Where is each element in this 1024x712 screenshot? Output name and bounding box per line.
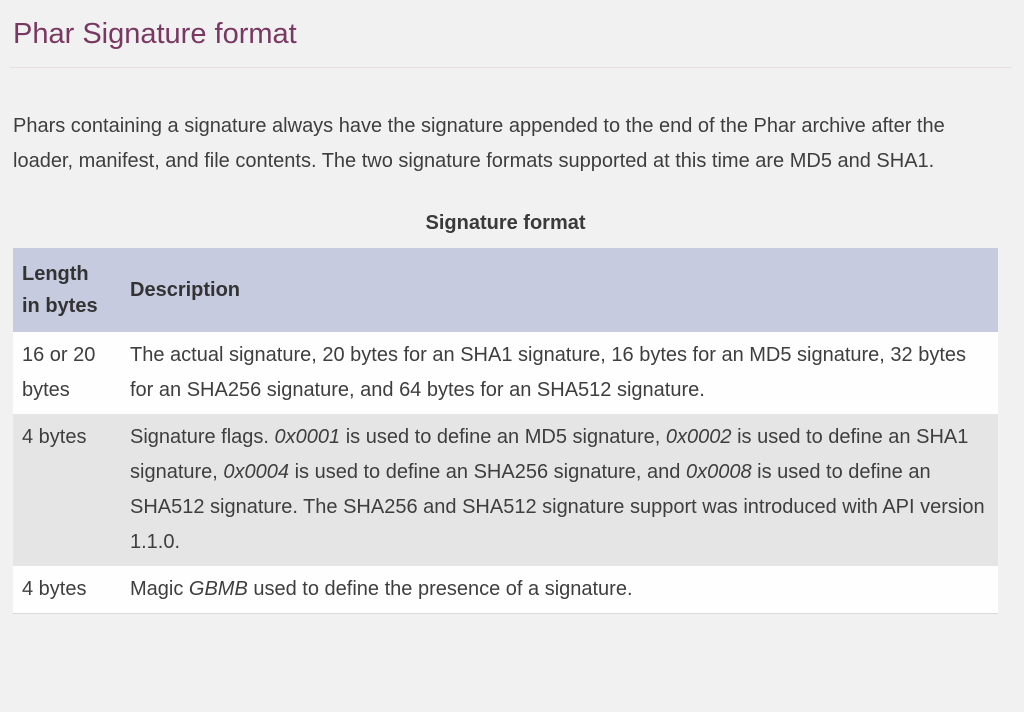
length-cell: 4 bytes xyxy=(22,426,87,448)
table-caption: Signature format xyxy=(425,212,586,234)
signature-format-table xyxy=(13,212,998,614)
description-cell: Magic GBMB used to define the presence of a signature. xyxy=(130,578,633,600)
intro-paragraph: Phars containing a signature always have the signature appended to the end of the Phar archive after the loader, manifest, and file contents. The two signature formats supported at this time are MD5 and SHA1. xyxy=(13,115,945,172)
documentation-page xyxy=(13,16,998,614)
table-row xyxy=(13,566,998,614)
column-header-length xyxy=(13,248,121,332)
title-divider xyxy=(10,67,1012,68)
description-cell: The actual signature, 20 bytes for an SHA1 signature, 16 bytes for an MD5 signature, 32 bytes for an SHA256 signature, and 64 bytes for an SHA512 signature. xyxy=(130,344,967,401)
description-cell: Signature flags. 0x0001 is used to define an MD5 signature, 0x0002 is used to define an SHA1 signature, 0x0004 is used to define an SHA256 signature, and 0x0008 is used to define an SHA512 signature. The SHA256 and SHA512 signature support was introduced with API version 1.1.0. xyxy=(130,426,985,553)
column-header-length-label: Length in bytes xyxy=(22,263,98,317)
table-header-row xyxy=(13,248,998,332)
table-row xyxy=(13,332,998,414)
length-cell: 4 bytes xyxy=(22,578,87,600)
table-row xyxy=(13,414,998,566)
page-title: Phar Signature format xyxy=(13,18,297,50)
length-cell: 16 or 20 bytes xyxy=(22,344,96,401)
column-header-description: Description xyxy=(121,248,998,332)
